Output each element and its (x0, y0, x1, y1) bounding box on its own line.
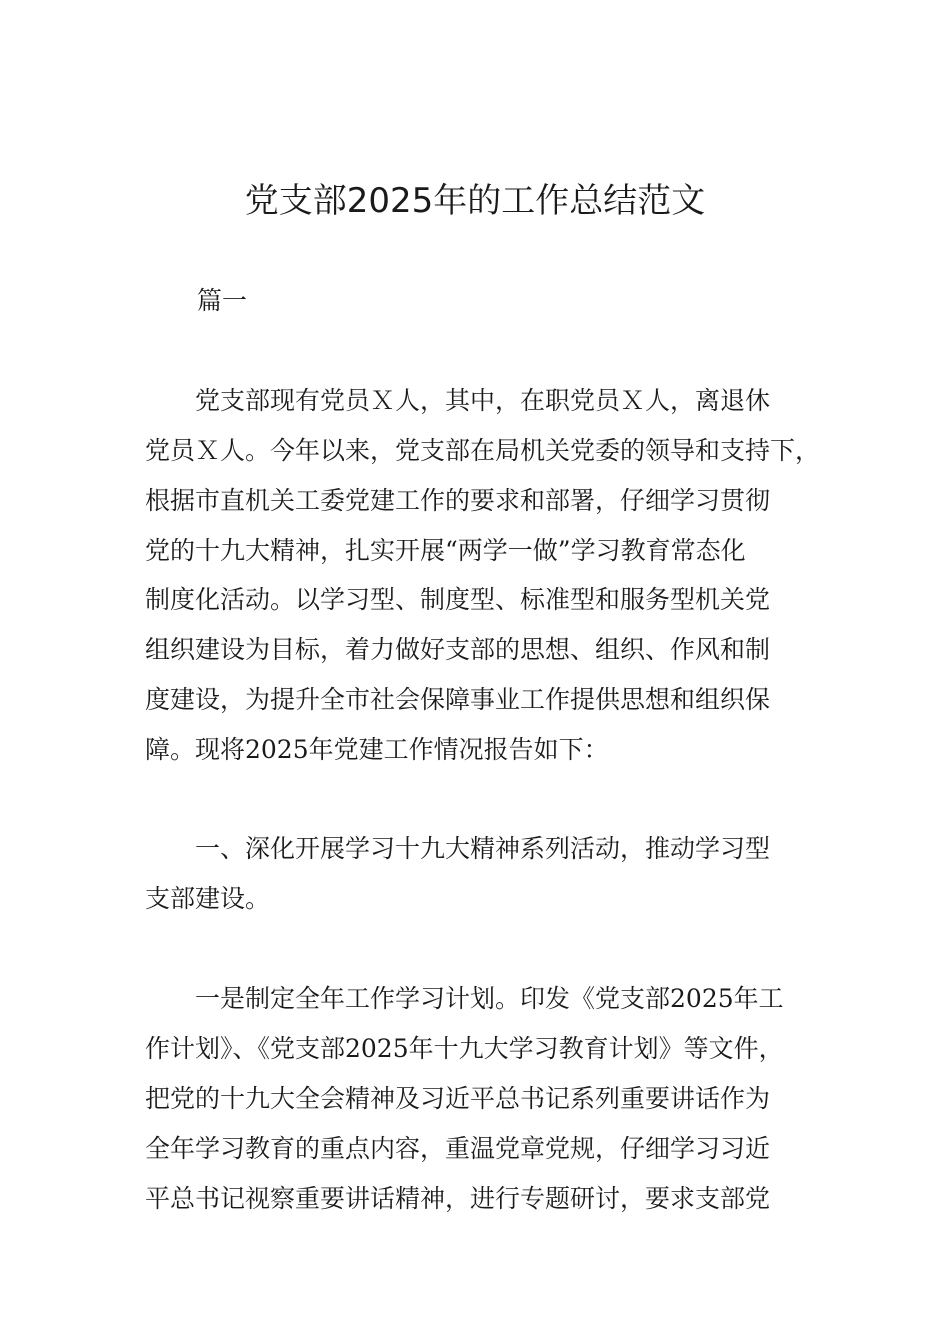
heading-line: 支部建设。 (145, 884, 271, 913)
paragraph-line: 组织建设为目标，着力做好支部的思想、组织、作风和制 (145, 635, 771, 664)
paragraph-line: 党支部现有党员Ｘ人，其中，在职党员Ｘ人，离退休 (145, 386, 771, 415)
paragraph-line: 党的十九大精神，扎实开展“两学一做”学习教育常态化 (145, 536, 746, 565)
paragraph-line: 党员Ｘ人。今年以来，党支部在局机关党委的领导和支持下， (145, 436, 821, 465)
paragraph-line: 度建设，为提升全市社会保障事业工作提供思想和组织保 (145, 685, 771, 714)
paragraph-line: 一是制定全年工作学习计划。印发《党支部2025年工 (145, 984, 784, 1013)
document-title: 党支部2025年的工作总结范文 (244, 181, 706, 221)
paragraph-line: 制度化活动。以学习型、制度型、标准型和服务型机关党 (145, 585, 771, 614)
paragraph-line: 平总书记视察重要讲话精神，进行专题研讨，要求支部党 (145, 1184, 771, 1213)
heading-line: 一、深化开展学习十九大精神系列活动，推动学习型 (145, 834, 771, 863)
paragraph-line: 障。现将2025年党建工作情况报告如下： (145, 735, 609, 764)
paragraph-line: 根据市直机关工委党建工作的要求和部署，仔细学习贯彻 (145, 486, 771, 515)
paragraph-line: 全年学习教育的重点内容，重温党章党规，仔细学习习近 (145, 1134, 771, 1163)
paragraph-line: 把党的十九大全会精神及习近平总书记系列重要讲话作为 (145, 1084, 771, 1113)
part-label: 篇一 (197, 286, 248, 315)
paragraph-line: 作计划》、《党支部2025年十九大学习教育计划》等文件， (145, 1034, 784, 1063)
